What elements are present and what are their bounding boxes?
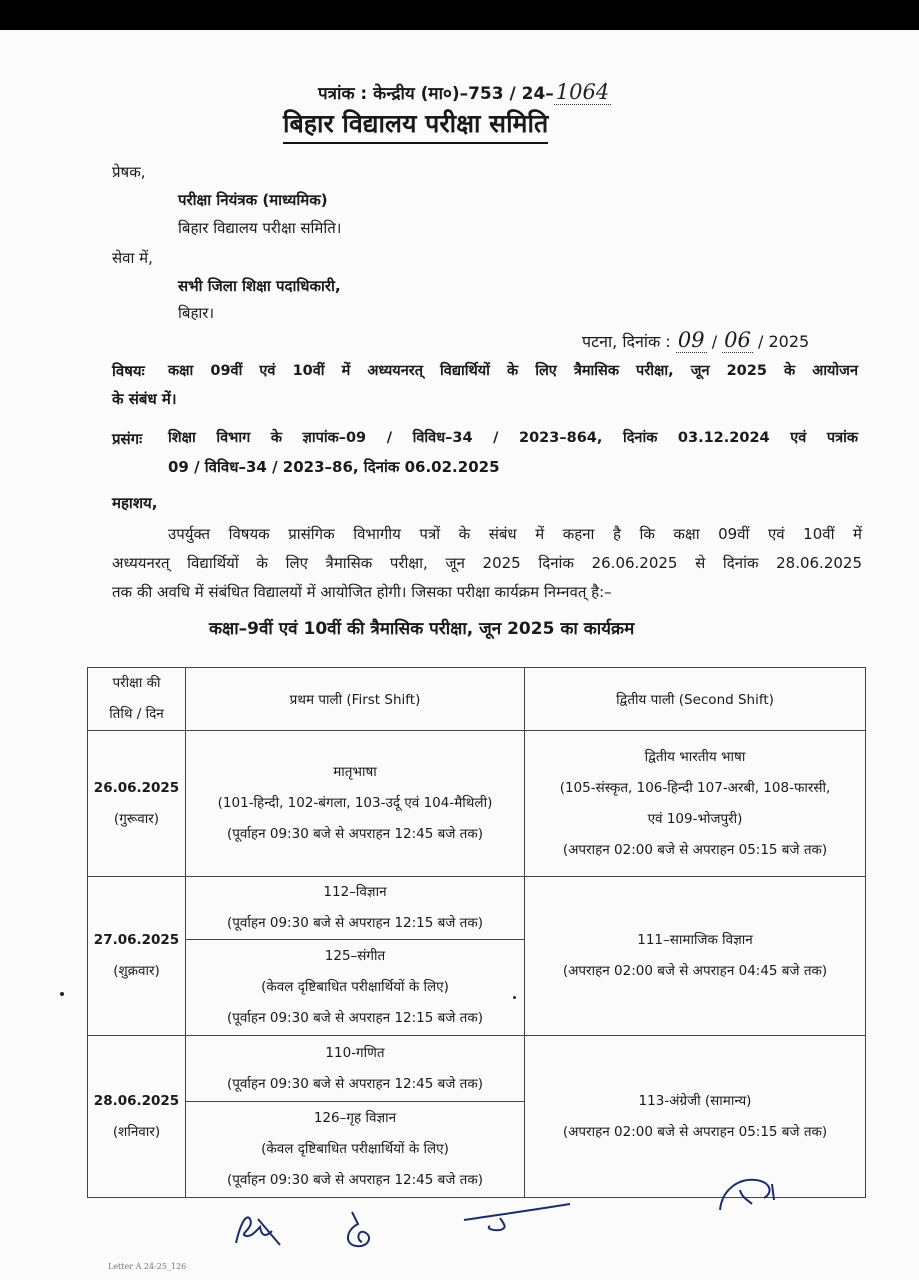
date-month-handwritten: 06 [724,328,751,352]
day2-first-b-note: (केवल दृष्टिबाधित परीक्षार्थियों के लिए) [261,979,449,995]
day3-date: 28.06.2025 [93,1092,180,1109]
day2-second-time: (अपराहन 02:00 बजे से अपराहन 04:45 बजे तक) [562,963,828,979]
day3-first-b-note: (केवल दृष्टिबाधित परीक्षार्थियों के लिए) [261,1141,449,1157]
sender-label: प्रेषक, [112,163,146,181]
day2-first-a-time: (पूर्वाहन 09:30 बजे से अपराहन 12:15 बजे तक) [226,915,483,931]
scan-speck [60,992,64,996]
salutation: महाशय, [112,494,158,512]
date-line: पटना, दिनांक : 09 / 06 / 2025 [582,328,810,352]
signature-2 [338,1206,388,1254]
table-row [88,1036,866,1102]
reference-number [318,80,611,104]
header-date-line-2: तिथि / दिन [109,706,164,722]
day2-weekday: (शुक्रवार) [113,963,160,979]
body-line-2: अध्ययनरत् विद्यार्थियों के लिए त्रैमासिक परीक्षा, जून 2025 दिनांक 26.06.2025 से दिनांक 28.06.2025 [112,554,862,572]
recipient-label: सेवा में, [112,249,153,267]
day1-second-shift [525,731,866,877]
top-black-bar [0,0,919,30]
day1-second-detail-1: (105-संस्कृत, 106-हिन्दी 107-अरबी, 108-फारसी, [559,779,831,796]
organization-title: बिहार विद्यालय परीक्षा समिति [283,106,548,144]
day2-date-cell [88,877,186,1036]
reference-line-2: 09 / विविध–34 / 2023–86, दिनांक 06.02.2025 [168,458,500,476]
recipient-line-1: सभी जिला शिक्षा पदाधिकारी, [178,277,341,295]
scan-speck [513,996,516,999]
subject-line-2: के संबंध में। [112,390,177,408]
day3-first-a-subject: 110-गणित [325,1044,385,1061]
day1-date-cell [88,731,186,877]
day2-second-subject: 111–सामाजिक विज्ञान [637,932,753,948]
recipient-line-2: बिहार। [178,304,215,322]
day3-second-shift [525,1036,866,1198]
day3-date-cell [88,1036,186,1198]
reference-label: प्रसंगः [112,430,143,448]
body-line-3: तक की अवधि में संबंधित विद्यालयों में आयोजित होगी। जिसका परीक्षा कार्यक्रम निम्नवत् है:– [112,583,612,601]
reference-line-1: शिक्षा विभाग के ज्ञापांक–09 / विविध–34 / 2023–864, दिनांक 03.12.2024 एवं पत्रांक [168,430,858,446]
day1-weekday: (गुरूवार) [113,810,160,827]
schedule-title: कक्षा–9वीं एवं 10वीं की त्रैमासिक परीक्षा, जून 2025 का कार्यक्रम [209,619,635,639]
sender-line-1: परीक्षा नियंत्रक (माध्यमिक) [178,191,328,209]
day3-first-a-time: (पूर्वाहन 09:30 बजे से अपराहन 12:45 बजे तक) [226,1075,483,1092]
sender-line-2: बिहार विद्यालय परीक्षा समिति। [178,219,342,237]
day3-weekday: (शनिवार) [112,1123,161,1140]
day1-first-subject: मातृभाषा [333,764,377,780]
header-date-line-1: परीक्षा की [112,675,161,691]
day3-second-subject: 113-अंग्रेजी (सामान्य) [638,1092,752,1109]
day2-first-shift-b [186,940,525,1036]
day2-first-b-subject: 125–संगीत [324,948,386,964]
reference-handwritten-number: 1064 [555,80,610,104]
date-prefix: पटना, दिनांक : [582,332,671,351]
day3-first-shift-b [186,1102,525,1198]
signature-4 [712,1170,782,1225]
day3-second-time: (अपराहन 02:00 बजे से अपराहन 05:15 बजे तक) [562,1123,828,1140]
subject-label: विषयः [112,362,145,380]
table-row [88,877,866,940]
day1-second-detail-2: एवं 109-भोजपुरी) [647,810,743,827]
day3-first-b-subject: 126–गृह विज्ञान [313,1110,397,1126]
day2-first-a-subject: 112–विज्ञान [323,884,387,900]
day1-first-detail: (101-हिन्दी, 102-बंगला, 103-उर्दू एवं 104-मैथिली) [217,795,493,811]
header-first-shift: प्रथम पाली (First Shift) [186,668,525,731]
reference-prefix: पत्रांक : केन्द्रीय (मा०)–753 / 24– [318,84,554,104]
body-line-1: उपर्युक्त विषयक प्रासंगिक विभागीय पत्रों के संबंध में कहना है कि कक्षा 09वीं एवं 10वीं में [168,525,862,543]
file-reference-mark: Letter A 24-25_126 [108,1262,187,1271]
date-day-handwritten: 09 [677,328,705,352]
signature-1 [228,1205,288,1250]
day1-first-time: (पूर्वाहन 09:30 बजे से अपराहन 12:45 बजे तक) [226,826,483,842]
subject-line-1: कक्षा 09वीं एवं 10वीं में अध्ययनरत् विद्यार्थियों के लिए त्रैमासिक परीक्षा, जून 2025 के आयोजन [168,363,858,379]
day1-second-time: (अपराहन 02:00 बजे से अपराहन 05:15 बजे तक) [562,841,828,858]
day2-first-shift-a [186,877,525,940]
day3-first-b-time: (पूर्वाहन 09:30 बजे से अपराहन 12:45 बजे तक) [226,1172,483,1188]
day1-date: 26.06.2025 [93,779,180,796]
date-year: / 2025 [758,332,810,351]
signature-3 [460,1198,580,1238]
table-row [88,731,866,877]
header-second-shift: द्वितीय पाली (Second Shift) [525,668,866,731]
day2-date: 27.06.2025 [93,932,180,948]
day1-second-subject: द्वितीय भारतीय भाषा [644,748,746,765]
day2-first-b-time: (पूर्वाहन 09:30 बजे से अपराहन 12:15 बजे तक) [226,1010,483,1026]
day1-first-shift [186,731,525,877]
header-date [88,668,186,731]
exam-schedule-table [87,667,866,1198]
day3-first-shift-a [186,1036,525,1102]
day2-second-shift [525,877,866,1036]
table-header-row [88,668,866,731]
